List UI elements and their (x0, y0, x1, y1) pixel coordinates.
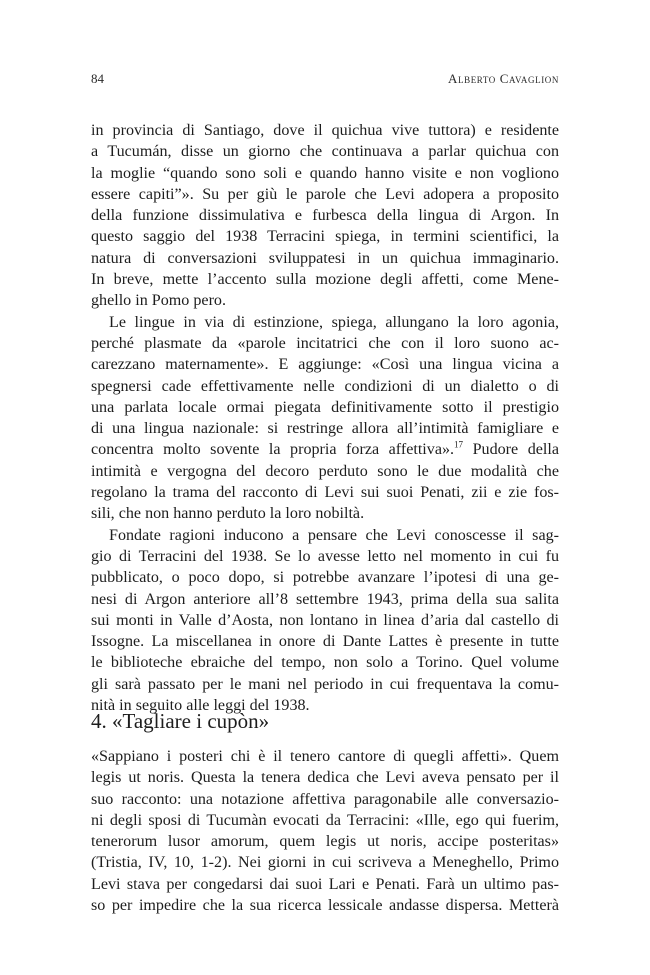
text-line: spegnersi cade effettivamente nelle condizioni di un dialetto o di (91, 377, 559, 395)
text-line: Le lingue in via di estinzione, spiega, allungano la loro agonia, (109, 313, 559, 331)
paragraph (91, 120, 559, 312)
text-line: Issogne. La miscellanea in onore di Dante Lattes è presente in tutte (91, 633, 559, 651)
text-line: «Sappiano i posteri chi è il tenero cantore di quegli affetti». Quem (91, 748, 559, 765)
text-line: nità in seguito alle leggi del 1938. (91, 697, 310, 715)
text-line: in provincia di Santiago, dove il quichua vive tuttora) e residente (91, 122, 559, 139)
text-line: ghello in Pomo pero. (91, 292, 226, 310)
text-line: suo racconto: una notazione affettiva paragonabile alle conversazio- (91, 790, 559, 808)
text-line: In breve, mette l’accento sulla mozione degli affetti, come Mene- (91, 271, 559, 289)
text-line: a Tucumán, disse un giorno che continuava a parlar quichua con (91, 143, 559, 161)
text-line: so per impedire che la sua ricerca lessicale andasse dispersa. Metterà (91, 897, 559, 915)
page-number: 84 (91, 71, 104, 86)
text-line: carezzano maternamente». E aggiunge: «Così una lingua vicina a (91, 356, 559, 374)
text-line: sili, che non hanno perduto la loro nobiltà. (91, 505, 365, 523)
text-line: nesi di Argon anteriore all’8 settembre 1943, prima della sua salita (91, 590, 559, 608)
text-line: intimità e vergogna del decoro perduto sono le due modalità che (91, 462, 559, 480)
text-line: natura di conversazioni sviluppatesi in un quichua immaginario. (91, 249, 559, 267)
text-line: Levi stava per congedarsi dai suoi Lari e Penati. Farà un ultimo pas- (91, 875, 559, 893)
text-line: questo saggio del 1938 Terracini spiega, in termini scientifici, la (91, 228, 559, 246)
text-line: sui monti in Valle d’Aosta, non lontano in linea d’aria dal castello di (91, 611, 559, 629)
text-line: la moglie “quando sono soli e quando hanno visite e non vogliono (91, 164, 559, 182)
text-segment: Pudore della (463, 441, 559, 459)
text-line: perché plasmate da «parole incitatrici che con il loro suono ac- (91, 334, 559, 352)
text-line: regolano la trama del racconto di Levi sui suoi Penati, zii e zie fos- (91, 484, 559, 502)
text-segment: concentra molto sovente la propria forza affettiva». (91, 441, 455, 459)
section-title: 4. «Tagliare i cupòn» (91, 709, 270, 733)
running-head: Alberto Cavaglion (448, 71, 559, 86)
paragraph (91, 525, 559, 717)
text-line: gli sarà passato per le mani nel periodo in cui frequentava la comu- (91, 675, 559, 693)
text-line: legis ut noris. Questa la tenera dedica che Levi aveva pensato per il (91, 769, 559, 787)
text-line: di una lingua nazionale: si restringe allora all’intimità famigliare e (91, 420, 559, 438)
text-line: pubblicato, o poco dopo, si potrebbe avanzare l’ipotesi di una ge- (91, 569, 559, 587)
text-line: essere capiti”». Su per giù le parole che Levi adopera a proposito (91, 185, 559, 203)
footnote-reference[interactable]: 17 (454, 440, 464, 451)
body-text (91, 120, 559, 716)
text-line: della funzione dissimulativa e furbesca della lingua di Argon. In (91, 207, 559, 225)
section-body-text (91, 746, 559, 916)
text-line-with-footnote (91, 439, 559, 460)
paragraph (91, 312, 559, 525)
text-line: ni degli sposi di Tucumàn evocati da Terracini: «Ille, ego qui fuerim, (91, 811, 559, 829)
text-line: gio di Terracini del 1938. Se lo avesse letto nel momento in cui fu (91, 547, 559, 565)
text-line: tenerorum lusor amorum, quem legis ut noris, accipe posteritas» (91, 833, 559, 851)
text-line: le biblioteche ebraiche del tempo, non solo a Torino. Quel volume (91, 654, 559, 672)
text-line: (Tristia, IV, 10, 1-2). Nei giorni in cui scriveva a Meneghello, Primo (91, 854, 559, 872)
text-line: una parlata locale ormai piegata definitivamente sotto il prestigio (91, 398, 559, 416)
text-line: Fondate ragioni inducono a pensare che Levi conoscesse il sag- (109, 526, 559, 544)
